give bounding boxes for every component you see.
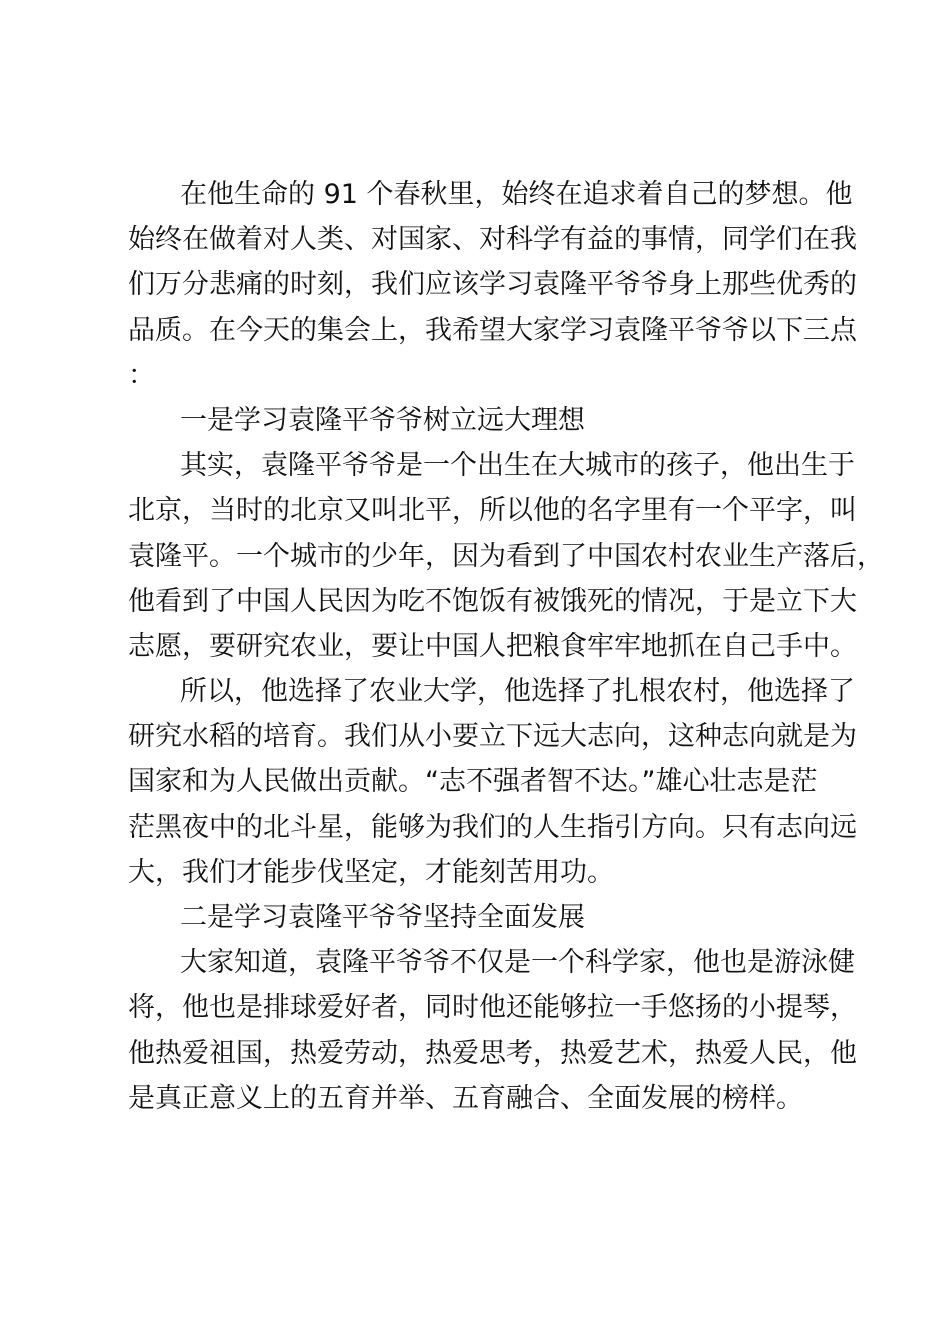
paragraph-3-line-4: 茫黑夜中的北斗星，能够为我们的人生指引方向。只有志向远 <box>128 811 857 843</box>
paragraph-3-line-1: 所以，他选择了农业大学，他选择了扎根农村，他选择了 <box>180 676 855 708</box>
paragraph-1-line-3: 们万分悲痛的时刻，我们应该学习袁隆平爷爷身上那些优秀的 <box>128 269 857 301</box>
paragraph-2-line-2: 北京，当时的北京又叫北平，所以他的名字里有一个平字，叫 <box>128 495 857 527</box>
paragraph-2-line-5: 志愿，要研究农业，要让中国人把粮食牢牢地抓在自己手中。 <box>128 630 857 662</box>
paragraph-4-line-3: 他热爱祖国，热爱劳动，热爱思考，热爱艺术，热爱人民，他 <box>128 1037 857 1069</box>
paragraph-2-line-1: 其实，袁隆平爷爷是一个出生在大城市的孩子，他出生于 <box>180 450 855 482</box>
paragraph-4-line-4: 是真正意义上的五育并举、五育融合、全面发展的榜样。 <box>128 1082 803 1114</box>
paragraph-1-line-1: 在他生命的 91 个春秋里，始终在追求着自己的梦想。他 <box>180 179 853 210</box>
paragraph-3-line-3: 国家和为人民做出贡献。“志不强者智不达。”雄心壮志是茫 <box>128 766 818 798</box>
paragraph-3-line-2: 研究水稻的培育。我们从小要立下远大志向，这种志向就是为 <box>128 721 857 753</box>
paragraph-4-line-2: 将，他也是排球爱好者，同时他还能够拉一手悠扬的小提琴， <box>128 992 857 1024</box>
paragraph-2-line-3: 袁隆平。一个城市的少年，因为看到了中国农村农业生产落后， <box>128 540 884 572</box>
paragraph-2-line-4: 他看到了中国人民因为吃不饱饭有被饿死的情况，于是立下大 <box>128 585 857 617</box>
paragraph-1-line-5: ： <box>128 359 155 391</box>
section-heading-1: 一是学习袁隆平爷爷树立远大理想 <box>180 404 585 436</box>
section-heading-2: 二是学习袁隆平爷爷坚持全面发展 <box>180 902 585 933</box>
paragraph-1-line-2: 始终在做着对人类、对国家、对科学有益的事情，同学们在我 <box>128 224 857 256</box>
paragraph-1-line-4: 品质。在今天的集会上，我希望大家学习袁隆平爷爷以下三点 <box>128 314 857 346</box>
paragraph-4-line-1: 大家知道，袁隆平爷爷不仅是一个科学家，他也是游泳健 <box>180 947 855 979</box>
document-body <box>128 172 884 1121</box>
paragraph-3-line-5: 大，我们才能步伐坚定，才能刻苦用功。 <box>128 856 614 888</box>
